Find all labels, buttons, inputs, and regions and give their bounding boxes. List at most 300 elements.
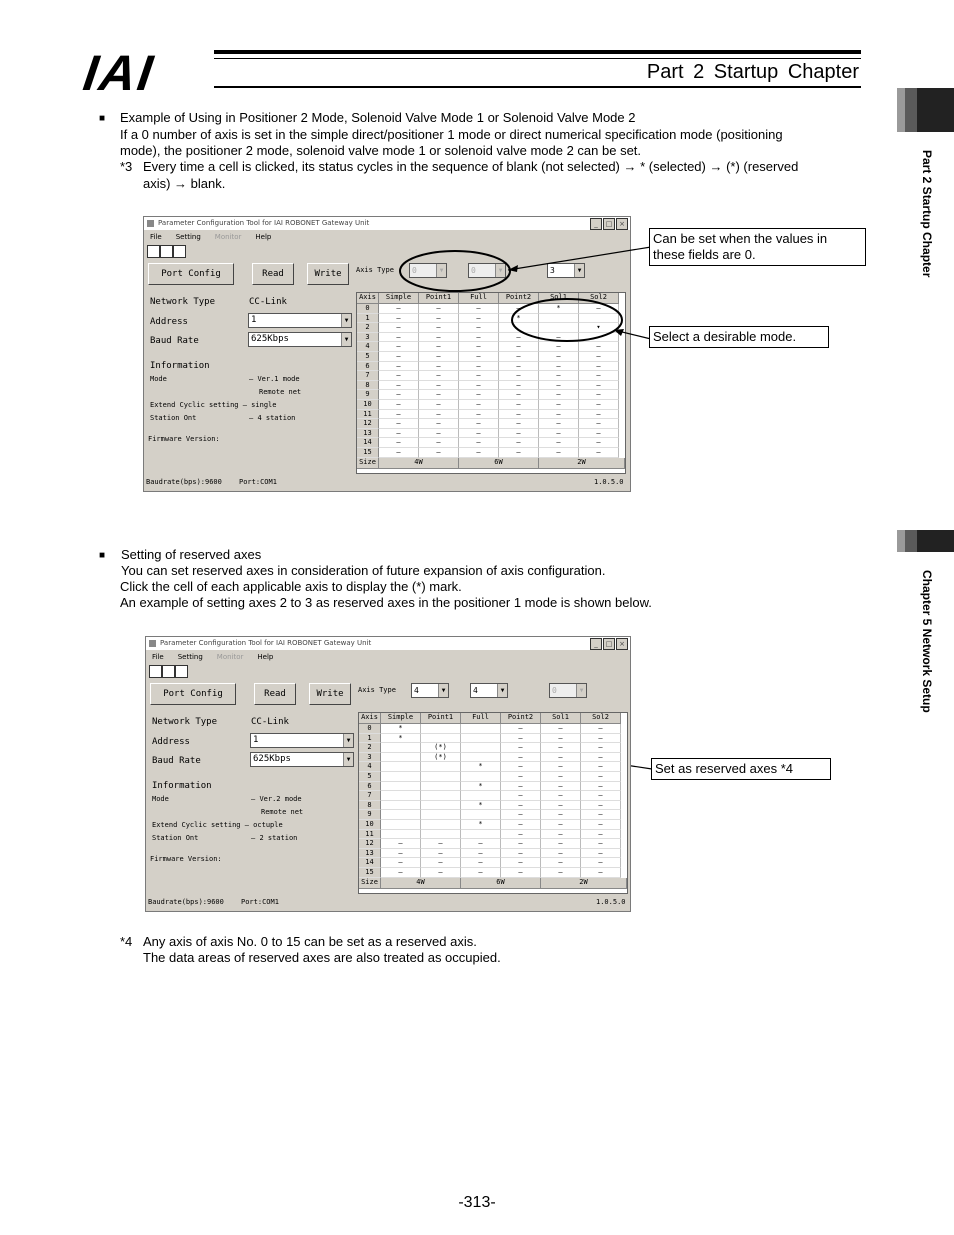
app-icon [149,640,156,647]
axis-mode-cell[interactable]: – [539,333,579,343]
save-icon[interactable] [175,665,188,678]
minimize-icon[interactable]: _ [590,218,602,230]
axis-mode-cell[interactable]: – [379,438,419,448]
axis-mode-cell[interactable]: – [581,830,621,840]
footnote-number: *4 [120,934,133,949]
menu-setting[interactable]: Setting [175,233,201,241]
footnote-line: The data areas of reserved axes are also treated as occupied. [143,950,501,965]
status-baudrate: Baudrate(bps):9600 [146,478,222,486]
axis-mode-cell[interactable]: – [541,734,581,744]
axis-mode-cell[interactable]: – [579,419,619,429]
axis-mode-cell[interactable]: – [581,858,621,868]
axis-mode-cell[interactable] [381,830,421,840]
axis-mode-cell[interactable]: – [541,849,581,859]
axis-mode-cell[interactable]: – [419,333,459,343]
axis-mode-cell[interactable]: – [579,410,619,420]
menubar [146,651,281,663]
axis-mode-cell[interactable]: – [581,782,621,792]
grid-column-header: Sol1 [541,713,581,724]
axis-mode-cell[interactable]: – [419,448,459,458]
chevron-down-icon[interactable]: ▼ [341,314,351,327]
axis-mode-cell[interactable]: – [541,830,581,840]
axis-mode-cell[interactable]: – [499,438,539,448]
grid-column-header: Simple [381,713,421,724]
baud-rate-value: 625Kbps [251,334,289,344]
note-number: *3 [120,159,133,174]
axis-mode-cell[interactable]: – [501,743,541,753]
axis-mode-cell[interactable]: – [461,858,501,868]
axis-mode-cell[interactable]: – [539,419,579,429]
axis-mode-cell[interactable]: – [461,849,501,859]
network-type-value: CC-Link [249,297,287,307]
axis-mode-cell[interactable] [421,830,461,840]
app-window-2 [145,636,631,912]
axis-mode-cell[interactable]: – [541,858,581,868]
axis-number-cell: 1 [359,734,381,744]
axis-mode-cell[interactable] [421,762,461,772]
read-button[interactable]: Read [254,683,296,705]
axis-mode-cell[interactable]: – [541,782,581,792]
axis-mode-cell[interactable]: * [381,724,421,734]
axis-mode-cell[interactable]: – [379,352,419,362]
axis-mode-cell[interactable]: – [501,820,541,830]
axis-mode-cell[interactable] [461,734,501,744]
axis-type-box[interactable]: 3 ▼ [547,263,585,278]
part-title: Part 2 Startup Chapter [646,61,859,83]
close-icon[interactable]: × [616,638,628,650]
axis-mode-cell[interactable]: – [539,429,579,439]
axis-mode-cell[interactable]: – [379,419,419,429]
grid-column-header: Point2 [499,293,539,304]
axis-mode-cell[interactable] [381,820,421,830]
axis-mode-cell[interactable] [421,801,461,811]
chevron-down-icon[interactable]: ▼ [343,753,353,766]
axis-mode-cell[interactable] [421,734,461,744]
grid-column-header: Sol2 [579,293,619,304]
axis-mode-cell[interactable]: – [581,762,621,772]
axis-mode-cell[interactable] [461,772,501,782]
axis-mode-cell[interactable]: – [579,390,619,400]
axis-mode-cell[interactable]: – [379,342,419,352]
axis-mode-cell[interactable]: – [459,381,499,391]
axis-number-cell: 6 [357,362,379,372]
axis-mode-cell[interactable] [421,772,461,782]
axis-number-cell: 7 [357,371,379,381]
axis-mode-cell[interactable]: – [459,390,499,400]
menu-help[interactable]: Help [255,233,272,241]
axis-mode-cell[interactable]: – [539,362,579,372]
page-number: -313- [458,1194,496,1211]
side-label-part: Part 2 Startup Chapter [920,150,934,278]
axis-mode-cell[interactable]: – [379,333,419,343]
axis-mode-cell[interactable]: – [581,810,621,820]
axis-mode-cell[interactable]: * [499,314,539,324]
axis-mode-cell[interactable]: – [499,390,539,400]
axis-mode-cell[interactable]: – [501,839,541,849]
axis-mode-cell[interactable]: – [541,801,581,811]
axis-mode-cell[interactable] [381,772,421,782]
axis-number-cell: 11 [359,830,381,840]
axis-mode-cell[interactable]: – [541,820,581,830]
axis-mode-cell[interactable]: – [539,381,579,391]
callout-arrow [508,247,651,270]
maximize-icon[interactable]: □ [603,218,615,230]
axis-mode-cell[interactable]: – [379,323,419,333]
bullet: ■ [99,550,106,561]
axis-mode-cell[interactable]: – [459,371,499,381]
axis-mode-cell[interactable]: * [461,782,501,792]
extend-cyclic-label: Extend Cyclic setting — octuple [152,821,283,829]
axis-mode-cell[interactable]: * [381,734,421,744]
extend-cyclic-label: Extend Cyclic setting — single [150,401,277,409]
axis-number-cell: 6 [359,782,381,792]
menu-monitor[interactable]: Monitor [216,653,244,661]
axis-type-box[interactable]: 0 ▼ [549,683,587,698]
axis-mode-cell[interactable]: – [459,342,499,352]
footnote-line: Any axis of axis No. 0 to 15 can be set as a reserved axis. [143,934,477,949]
axis-mode-cell[interactable]: – [541,753,581,763]
axis-mode-cell[interactable] [421,820,461,830]
axis-mode-cell[interactable]: – [459,410,499,420]
axis-mode-cell[interactable]: – [421,858,461,868]
baud-rate-label: Baud Rate [150,336,199,346]
port-config-button[interactable]: Port Config [150,683,236,705]
axis-mode-cell[interactable]: – [581,734,621,744]
axis-mode-cell[interactable]: – [499,342,539,352]
axis-mode-cell[interactable] [461,743,501,753]
axis-type-box[interactable]: 4 ▼ [470,683,508,698]
axis-mode-cell[interactable]: – [459,362,499,372]
axis-type-label: Axis Type [358,686,396,694]
close-icon[interactable]: × [616,218,628,230]
callout-select-mode: Select a desirable mode. [649,326,829,348]
axis-mode-cell[interactable]: – [379,400,419,410]
axis-number-cell: 12 [357,419,379,429]
bullet: ■ [99,113,106,124]
axis-mode-cell[interactable]: – [459,438,499,448]
axis-mode-cell[interactable]: – [379,304,419,314]
axis-mode-cell[interactable]: – [501,858,541,868]
maximize-icon[interactable]: □ [603,638,615,650]
axis-mode-cell[interactable]: – [579,400,619,410]
axis-mode-cell[interactable]: – [541,724,581,734]
port-config-button[interactable]: Port Config [148,263,234,285]
axis-mode-cell[interactable]: – [419,400,459,410]
axis-mode-cell[interactable]: – [539,438,579,448]
axis-number-cell: 7 [359,791,381,801]
remote-net-label: Remote net [261,808,304,816]
axis-mode-cell[interactable]: – [581,849,621,859]
axis-mode-cell[interactable]: – [381,868,421,878]
axis-mode-cell[interactable]: – [379,362,419,372]
axis-mode-cell[interactable]: – [381,858,421,868]
axis-mode-cell[interactable]: – [539,400,579,410]
axis-mode-cell[interactable]: – [419,352,459,362]
axis-mode-cell[interactable]: – [459,314,499,324]
axis-mode-cell[interactable]: – [421,839,461,849]
axis-mode-cell[interactable]: – [419,342,459,352]
axis-mode-cell[interactable]: – [499,333,539,343]
axis-mode-cell[interactable]: – [579,304,619,314]
axis-mode-cell[interactable]: – [539,410,579,420]
axis-mode-cell[interactable]: – [421,849,461,859]
axis-mode-cell[interactable]: – [539,448,579,458]
axis-mode-cell[interactable]: – [501,762,541,772]
baud-rate-select[interactable] [250,752,354,767]
grid-column-header: Axis [359,713,381,724]
grid-column-header: Point1 [419,293,459,304]
axis-mode-cell[interactable]: – [379,390,419,400]
axis-mode-cell[interactable]: – [579,448,619,458]
remote-net-label: Remote net [259,388,302,396]
axis-mode-cell[interactable]: – [419,410,459,420]
axis-mode-cell[interactable]: – [379,410,419,420]
axis-mode-cell[interactable]: – [579,429,619,439]
axis-mode-cell[interactable] [381,791,421,801]
axis-mode-cell[interactable]: – [421,868,461,878]
axis-mode-cell[interactable]: – [419,371,459,381]
arrowhead [614,329,624,336]
axis-mode-cell[interactable]: – [579,352,619,362]
axis-mode-cell[interactable]: – [541,772,581,782]
axis-mode-cell[interactable]: – [459,448,499,458]
axis-mode-cell[interactable]: – [581,743,621,753]
baud-rate-label: Baud Rate [152,756,201,766]
axis-number-cell: 9 [357,390,379,400]
axis-mode-cell[interactable]: – [461,868,501,878]
axis-mode-cell[interactable]: – [579,342,619,352]
address-value: 1 [253,735,259,745]
network-type-label: Network Type [152,717,218,727]
window-titlebar [146,637,630,650]
axis-mode-cell[interactable]: – [379,314,419,324]
axis-mode-cell[interactable] [461,830,501,840]
axis-mode-cell[interactable]: – [501,791,541,801]
network-type-label: Network Type [150,297,216,307]
axis-mode-cell[interactable]: – [459,352,499,362]
axis-mode-cell[interactable]: * [461,762,501,772]
menu-file[interactable]: File [150,233,162,241]
axis-mode-cell[interactable]: – [581,791,621,801]
axis-mode-cell[interactable]: – [499,400,539,410]
status-port: Port:COM1 [241,898,279,906]
section2-line: You can set reserved axes in consideration of future expansion of axis configuration. [121,563,606,578]
axis-mode-cell[interactable]: – [581,772,621,782]
read-button[interactable]: Read [252,263,294,285]
axis-mode-cell[interactable] [461,724,501,734]
minimize-icon[interactable]: _ [590,638,602,650]
axis-type-box[interactable]: 4 ▼ [411,683,449,698]
axis-mode-cell[interactable]: – [461,839,501,849]
axis-mode-cell[interactable]: – [499,429,539,439]
axis-mode-cell[interactable]: – [419,438,459,448]
mode-label: Mode [152,795,169,803]
axis-mode-cell[interactable] [421,791,461,801]
menu-help[interactable]: Help [257,653,274,661]
menu-monitor[interactable]: Monitor [214,233,242,241]
axis-mode-cell[interactable]: – [459,400,499,410]
axis-mode-cell[interactable]: – [419,429,459,439]
axis-mode-cell[interactable]: – [381,839,421,849]
address-label: Address [152,737,190,747]
size-value: 6W [459,458,539,469]
write-button[interactable]: Write [309,683,351,705]
axis-mode-cell[interactable]: – [541,743,581,753]
axis-number-cell: 5 [359,772,381,782]
axis-mode-cell[interactable]: – [501,724,541,734]
new-file-icon[interactable] [149,665,162,678]
axis-mode-cell[interactable]: ▾ [579,323,619,333]
size-value: 2W [541,878,627,889]
axis-mode-cell[interactable]: – [381,849,421,859]
axis-mode-cell[interactable] [381,743,421,753]
axis-mode-cell[interactable] [421,810,461,820]
axis-mode-cell[interactable]: – [501,782,541,792]
axis-mode-cell[interactable] [381,762,421,772]
axis-mode-cell[interactable]: – [379,381,419,391]
status-baudrate: Baudrate(bps):9600 [148,898,224,906]
grid-column-header: Point2 [501,713,541,724]
axis-mode-cell[interactable]: – [581,724,621,734]
axis-mode-cell[interactable]: – [541,810,581,820]
axis-mode-cell[interactable] [381,753,421,763]
axis-mode-cell[interactable]: – [579,333,619,343]
axis-mode-cell[interactable]: – [539,390,579,400]
axis-mode-cell[interactable]: – [539,352,579,362]
mode-label: Mode [150,375,167,383]
axis-mode-cell[interactable]: – [501,753,541,763]
grid-column-header: Sol1 [539,293,579,304]
axis-mode-cell[interactable]: – [579,371,619,381]
axis-mode-cell[interactable]: – [501,830,541,840]
section2-heading: Setting of reserved axes [121,547,262,562]
axis-mode-cell[interactable]: * [461,801,501,811]
axis-mode-cell[interactable]: – [541,762,581,772]
axis-mode-cell[interactable]: – [581,801,621,811]
axis-mode-cell[interactable]: – [579,362,619,372]
window-title: Parameter Configuration Tool for IAI ROBONET Gateway Unit [158,219,370,227]
axis-mode-cell[interactable]: – [419,390,459,400]
axis-mode-cell[interactable]: – [541,791,581,801]
axis-mode-cell[interactable]: – [539,371,579,381]
axis-mode-cell[interactable] [461,810,501,820]
axis-mode-cell[interactable]: – [499,304,539,314]
axis-mode-cell[interactable]: – [419,362,459,372]
axis-mode-cell[interactable]: – [459,304,499,314]
axis-mode-cell[interactable]: – [539,342,579,352]
axis-mode-cell[interactable]: – [419,314,459,324]
axis-number-cell: 5 [357,352,379,362]
axis-mode-cell[interactable] [381,810,421,820]
axis-mode-cell[interactable]: – [459,429,499,439]
axis-mode-cell[interactable]: – [581,868,621,878]
axis-mode-cell[interactable] [381,782,421,792]
open-folder-icon[interactable] [162,665,175,678]
highlight-ellipse [512,299,622,341]
axis-mode-cell[interactable]: – [459,419,499,429]
size-value: 2W [539,458,625,469]
axis-type-box[interactable]: 0 ▼ [468,263,506,278]
axis-number-cell: 15 [357,448,379,458]
axis-mode-cell[interactable]: – [499,371,539,381]
axis-mode-cell[interactable] [421,724,461,734]
axis-mode-cell[interactable]: – [459,323,499,333]
chevron-down-icon[interactable]: ▼ [343,734,353,747]
firmware-label: Firmware Version: [150,855,222,863]
menu-setting[interactable]: Setting [177,653,203,661]
axis-mode-cell[interactable]: – [501,801,541,811]
axis-mode-cell[interactable]: * [539,304,579,314]
axis-mode-cell[interactable] [381,801,421,811]
axis-mode-cell[interactable]: – [459,333,499,343]
axis-mode-cell[interactable]: – [379,371,419,381]
axis-mode-cell[interactable]: – [499,362,539,372]
axis-mode-cell[interactable]: – [501,849,541,859]
size-label: Size [359,878,381,889]
information-label: Information [150,361,210,371]
axis-mode-cell[interactable] [461,753,501,763]
axis-mode-cell[interactable]: – [419,381,459,391]
axis-mode-cell[interactable]: – [579,438,619,448]
axis-mode-cell[interactable]: – [501,810,541,820]
address-select[interactable] [250,733,354,748]
side-label-chapter: Chapter 5 Network Setup [920,570,934,713]
axis-mode-cell[interactable]: – [499,352,539,362]
highlight-ellipse [400,251,510,291]
address-label: Address [150,317,188,327]
axis-mode-cell[interactable]: – [541,839,581,849]
axis-mode-cell[interactable]: – [581,839,621,849]
axis-mode-cell[interactable]: (*) [421,743,461,753]
axis-number-cell: 13 [357,429,379,439]
axis-mode-cell[interactable] [461,791,501,801]
size-value: 4W [381,878,461,889]
axis-number-cell: 12 [359,839,381,849]
axis-mode-cell[interactable]: – [579,381,619,391]
section1-heading: Example of Using in Positioner 2 Mode, Solenoid Valve Mode 1 or Solenoid Valve Mode 2 [120,110,636,125]
axis-mode-cell[interactable]: – [501,772,541,782]
information-label: Information [152,781,212,791]
axis-mode-cell[interactable]: – [581,753,621,763]
axis-mode-cell[interactable]: – [501,734,541,744]
menu-file[interactable]: File [152,653,164,661]
axis-mode-cell[interactable]: * [461,820,501,830]
axis-mode-cell[interactable]: – [541,868,581,878]
axis-mode-cell[interactable]: – [419,304,459,314]
axis-mode-cell[interactable]: – [499,410,539,420]
callout-reserved-axes: Set as reserved axes *4 [651,758,831,780]
axis-mode-cell[interactable]: – [419,323,459,333]
axis-mode-cell[interactable]: – [379,429,419,439]
axis-number-cell: 2 [357,323,379,333]
status-port: Port:COM1 [239,478,277,486]
axis-mode-cell[interactable]: – [499,448,539,458]
axis-mode-cell[interactable]: – [419,419,459,429]
axis-mode-cell[interactable] [421,782,461,792]
axis-number-cell: 14 [359,858,381,868]
axis-mode-cell[interactable]: – [499,419,539,429]
axis-mode-cell[interactable]: (*) [421,753,461,763]
write-button[interactable]: Write [307,263,349,285]
chevron-down-icon[interactable]: ▼ [341,333,351,346]
grid-column-header: Axis [357,293,379,304]
axis-mode-cell[interactable]: – [499,381,539,391]
axis-mode-cell[interactable]: – [379,448,419,458]
axis-mode-cell[interactable]: – [581,820,621,830]
axis-type-label: Axis Type [356,266,394,274]
axis-mode-cell[interactable]: – [501,868,541,878]
axis-type-box[interactable]: 0 ▼ [409,263,447,278]
